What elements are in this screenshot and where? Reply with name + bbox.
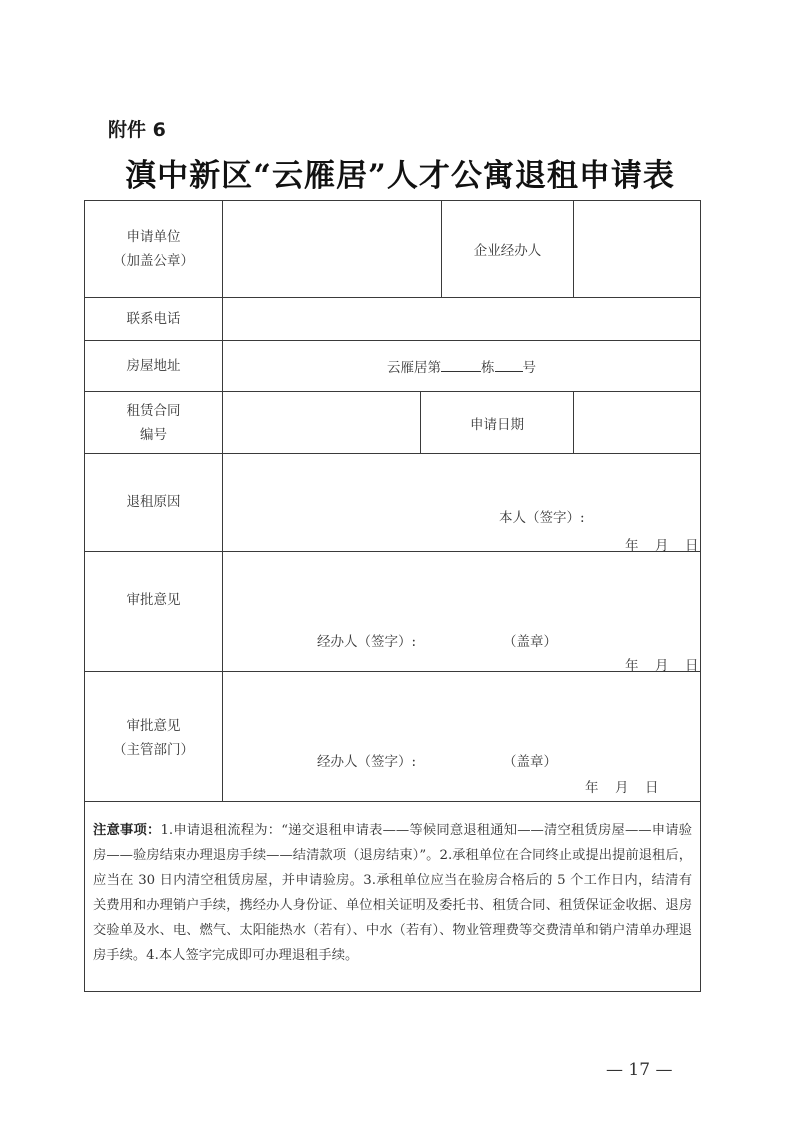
contract-label: 租赁合同: [126, 402, 181, 419]
row-approval: [85, 552, 701, 672]
reason-date-day: 日: [685, 538, 699, 554]
reason-date-year: 年: [625, 538, 639, 554]
dept-date-month: 月: [615, 780, 629, 796]
approval-dept-field[interactable]: [223, 672, 701, 802]
approval-date-month: 月: [655, 658, 669, 674]
row-notes: [85, 802, 701, 992]
phone-field[interactable]: [223, 298, 701, 341]
approval-label: 审批意见: [85, 552, 223, 672]
approval-dept-label-cell: [85, 672, 223, 802]
attachment-label: 附件 6: [108, 119, 166, 141]
contract-sublabel: 编号: [140, 426, 167, 443]
reason-label: 退租原因: [85, 454, 223, 552]
row-reason: [85, 454, 701, 552]
applicant-unit-sublabel: （加盖公章）: [113, 253, 194, 269]
agent-field[interactable]: [574, 201, 701, 298]
notes-body: 1.申请退租流程为：“递交退租申请表——等候同意退租通知——清空租赁房屋——申请验房——验房结束办理退房手续——结清款项（退房结束）”。2.承租单位在合同终止或提出提前退租后，应当在 30 日内清空租赁房屋，并申请验房。3.承租单位应当在验房合格后的 5 个工作日内，结清有关费用和办理销户手续，携经办人身份证、单位相关证明及委托书、租赁合同、租赁保证金收据、退房交验单及水、电、燃气、太阳能热水（若有）、中水（若有）、物业管理费等交费清单和销户清单办理退房手续。4.本人签字完成即可办理退租手续。: [93, 823, 693, 963]
approval-seal-label: （盖章）: [503, 634, 557, 650]
contract-label-cell: [85, 392, 223, 454]
approval-dept-sublabel: （主管部门）: [113, 742, 194, 758]
dept-seal-label: （盖章）: [503, 754, 557, 770]
approval-date-year: 年: [625, 658, 639, 674]
page-number: — 17 —: [606, 1060, 673, 1080]
apply-date-field[interactable]: [574, 392, 701, 454]
application-form-table: [84, 200, 701, 992]
notes-heading: 注意事项：: [93, 823, 161, 838]
address-prefix: 云雁居第: [387, 360, 441, 376]
address-number-unit: 号: [522, 360, 536, 376]
row-applicant-unit: [85, 201, 701, 298]
form-title: 滇中新区“云雁居”人才公寓退租申请表: [125, 158, 675, 194]
notes-cell: [85, 802, 701, 992]
address-label: 房屋地址: [85, 341, 223, 392]
address-field: [223, 341, 701, 392]
phone-label: 联系电话: [85, 298, 223, 341]
approval-field[interactable]: [223, 552, 701, 672]
row-phone: [85, 298, 701, 341]
apply-date-label: 申请日期: [421, 392, 574, 454]
reason-signature-label: 本人（签字）:: [499, 510, 585, 526]
approval-dept-label: 审批意见: [126, 718, 181, 734]
dept-date-day: 日: [645, 780, 659, 796]
reason-date-month: 月: [655, 538, 669, 554]
address-building-unit: 栋: [481, 360, 495, 376]
dept-handler-signature-label: 经办人（签字）:: [317, 754, 417, 770]
dept-date-year: 年: [585, 780, 599, 796]
contract-number-field[interactable]: [223, 392, 421, 454]
approval-date-day: 日: [685, 658, 699, 674]
agent-label: 企业经办人: [442, 201, 574, 298]
row-approval-department: [85, 672, 701, 802]
applicant-unit-field[interactable]: [223, 201, 442, 298]
reason-field[interactable]: [223, 454, 701, 552]
approval-handler-signature-label: 经办人（签字）:: [317, 634, 417, 650]
applicant-unit-label: 申请单位: [126, 229, 181, 245]
row-contract: [85, 392, 701, 454]
row-address: [85, 341, 701, 392]
applicant-unit-label-cell: [85, 201, 223, 298]
room-number-blank[interactable]: [495, 357, 523, 372]
building-blank[interactable]: [441, 357, 481, 372]
